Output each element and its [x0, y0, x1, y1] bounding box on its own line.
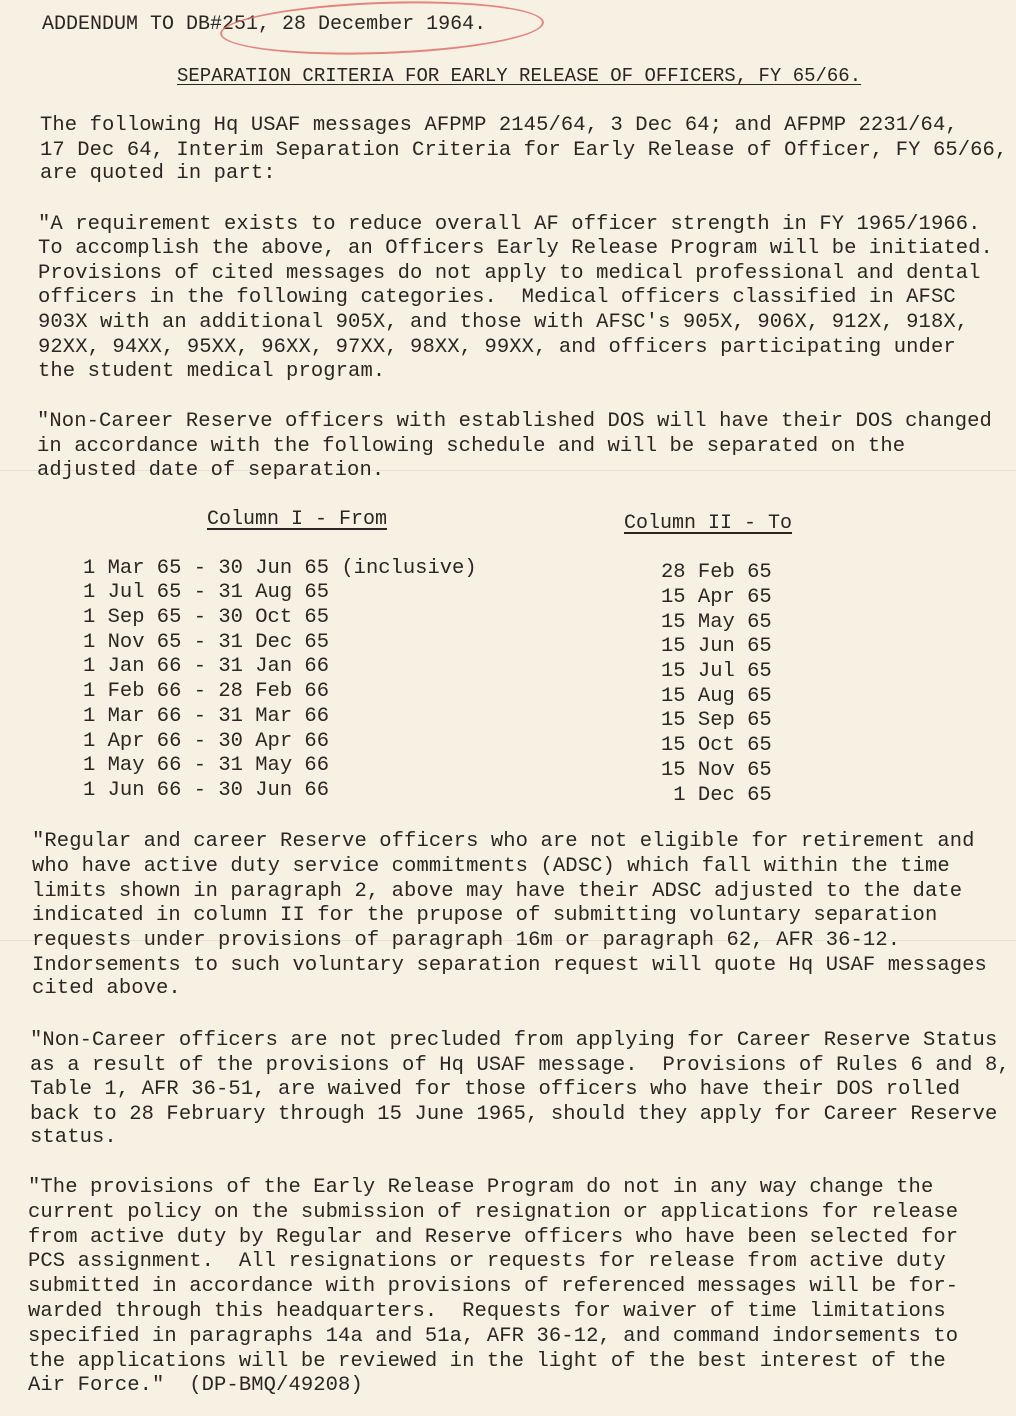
schedule-from-row: 1 Feb 66 - 28 Feb 66 [83, 680, 330, 703]
para5-line: "The provisions of the Early Release Program do not in any way change the [28, 1176, 934, 1199]
schedule-from-row: 1 Mar 66 - 31 Mar 66 [83, 705, 330, 728]
para4-line: as a result of the provisions of Hq USAF message. Provisions of Rules 6 and 8, [30, 1054, 1010, 1077]
para3-line: cited above. [32, 977, 181, 1000]
para4-line: back to 28 February through 15 June 1965, should they apply for Career Reserve [30, 1103, 998, 1126]
schedule-from-row: 1 Jan 66 - 31 Jan 66 [83, 655, 330, 678]
para1-line: officers in the following categories. Medical officers classified in AFSC [38, 286, 956, 309]
schedule-from-row: 1 Mar 65 - 30 Jun 65 (inclusive) [83, 557, 477, 580]
para4-line: "Non-Career officers are not precluded from applying for Career Reserve Status [30, 1029, 998, 1052]
para2-line: adjusted date of separation. [37, 459, 385, 482]
intro-line: 17 Dec 64, Interim Separation Criteria for Early Release of Officer, FY 65/66, [40, 139, 1008, 162]
schedule-to-row: 15 May 65 [661, 611, 772, 634]
intro-line: are quoted in part: [40, 162, 276, 185]
para1-line: "A requirement exists to reduce overall AF officer strength in FY 1965/1966. [38, 213, 981, 236]
intro-line: The following Hq USAF messages AFPMP 2145/64, 3 Dec 64; and AFPMP 2231/64, [40, 114, 958, 137]
schedule-to-row: 15 Oct 65 [661, 734, 772, 757]
para3-line: indicated in column II for the prupose of submitting voluntary separation [32, 904, 938, 927]
para3-line: Indorsements to such voluntary separation request will quote Hq USAF messages [32, 954, 987, 977]
para2-line: in accordance with the following schedule and will be separated on the [37, 435, 906, 458]
para5-line: warded through this headquarters. Requests for waiver of time limitations [28, 1300, 946, 1323]
para3-line: who have active duty service commitments (ADSC) which fall within the time [32, 855, 950, 878]
column-i-header: Column I - From [207, 508, 388, 531]
para3-line: limits shown in paragraph 2, above may have their ADSC adjusted to the date [32, 880, 963, 903]
para5-line: PCS assignment. All resignations or requests for release from active duty [28, 1250, 946, 1273]
schedule-from-row: 1 Nov 65 - 31 Dec 65 [83, 631, 330, 654]
para1-line: To accomplish the above, an Officers Early Release Program will be initiated. [38, 237, 993, 260]
schedule-to-row: 15 Jun 65 [661, 635, 772, 658]
schedule-from-row: 1 Jun 66 - 30 Jun 66 [83, 779, 330, 802]
para5-line: specified in paragraphs 14a and 51a, AFR 36-12, and command indorsements to [28, 1325, 959, 1348]
para1-line: 903X with an additional 905X, and those with AFSC's 905X, 906X, 912X, 918X, [38, 311, 969, 334]
para5-line: from active duty by Regular and Reserve officers who have been selected for [28, 1226, 959, 1249]
para5-line: submitted in accordance with provisions of referenced messages will be for- [28, 1275, 959, 1298]
para5-line: current policy on the submission of resignation or applications for release [28, 1201, 959, 1224]
addendum-date: 28 December 1964. [270, 13, 487, 36]
schedule-from-row: 1 May 66 - 31 May 66 [83, 754, 330, 777]
schedule-from-row: 1 Apr 66 - 30 Apr 66 [83, 730, 330, 753]
schedule-to-row: 28 Feb 65 [661, 561, 772, 584]
para2-line: "Non-Career Reserve officers with established DOS will have their DOS changed [37, 410, 992, 433]
red-ink-circle-annotation [219, 0, 545, 60]
para4-line: status. [30, 1126, 117, 1149]
column-ii-header: Column II - To [624, 512, 793, 535]
para3-line: "Regular and career Reserve officers who are not eligible for retirement and [32, 830, 975, 853]
schedule-to-row: 15 Apr 65 [661, 586, 772, 609]
para5-line: the applications will be reviewed in the light of the best interest of the [28, 1350, 946, 1373]
schedule-to-row: 15 Nov 65 [661, 759, 772, 782]
para4-line: Table 1, AFR 36-51, are waived for those officers who have their DOS rolled [30, 1078, 961, 1101]
para1-line: the student medical program. [38, 360, 386, 383]
schedule-to-row: 15 Aug 65 [661, 685, 772, 708]
schedule-to-row: 1 Dec 65 [661, 784, 772, 807]
page-title: SEPARATION CRITERIA FOR EARLY RELEASE OF OFFICERS, FY 65/66. [177, 65, 862, 87]
schedule-to-row: 15 Sep 65 [661, 709, 772, 732]
para1-line: Provisions of cited messages do not apply to medical professional and dental [38, 262, 981, 285]
schedule-from-row: 1 Jul 65 - 31 Aug 65 [83, 581, 330, 604]
schedule-from-row: 1 Sep 65 - 30 Oct 65 [83, 606, 330, 629]
addendum-reference: ADDENDUM TO DB#251, [42, 13, 271, 36]
para1-line: 92XX, 94XX, 95XX, 96XX, 97XX, 98XX, 99XX, and officers participating under [38, 336, 956, 359]
para3-line: requests under provisions of paragraph 16m or paragraph 62, AFR 36-12. [32, 929, 901, 952]
schedule-to-row: 15 Jul 65 [661, 660, 772, 683]
para5-line: Air Force." (DP-BMQ/49208) [28, 1374, 363, 1397]
